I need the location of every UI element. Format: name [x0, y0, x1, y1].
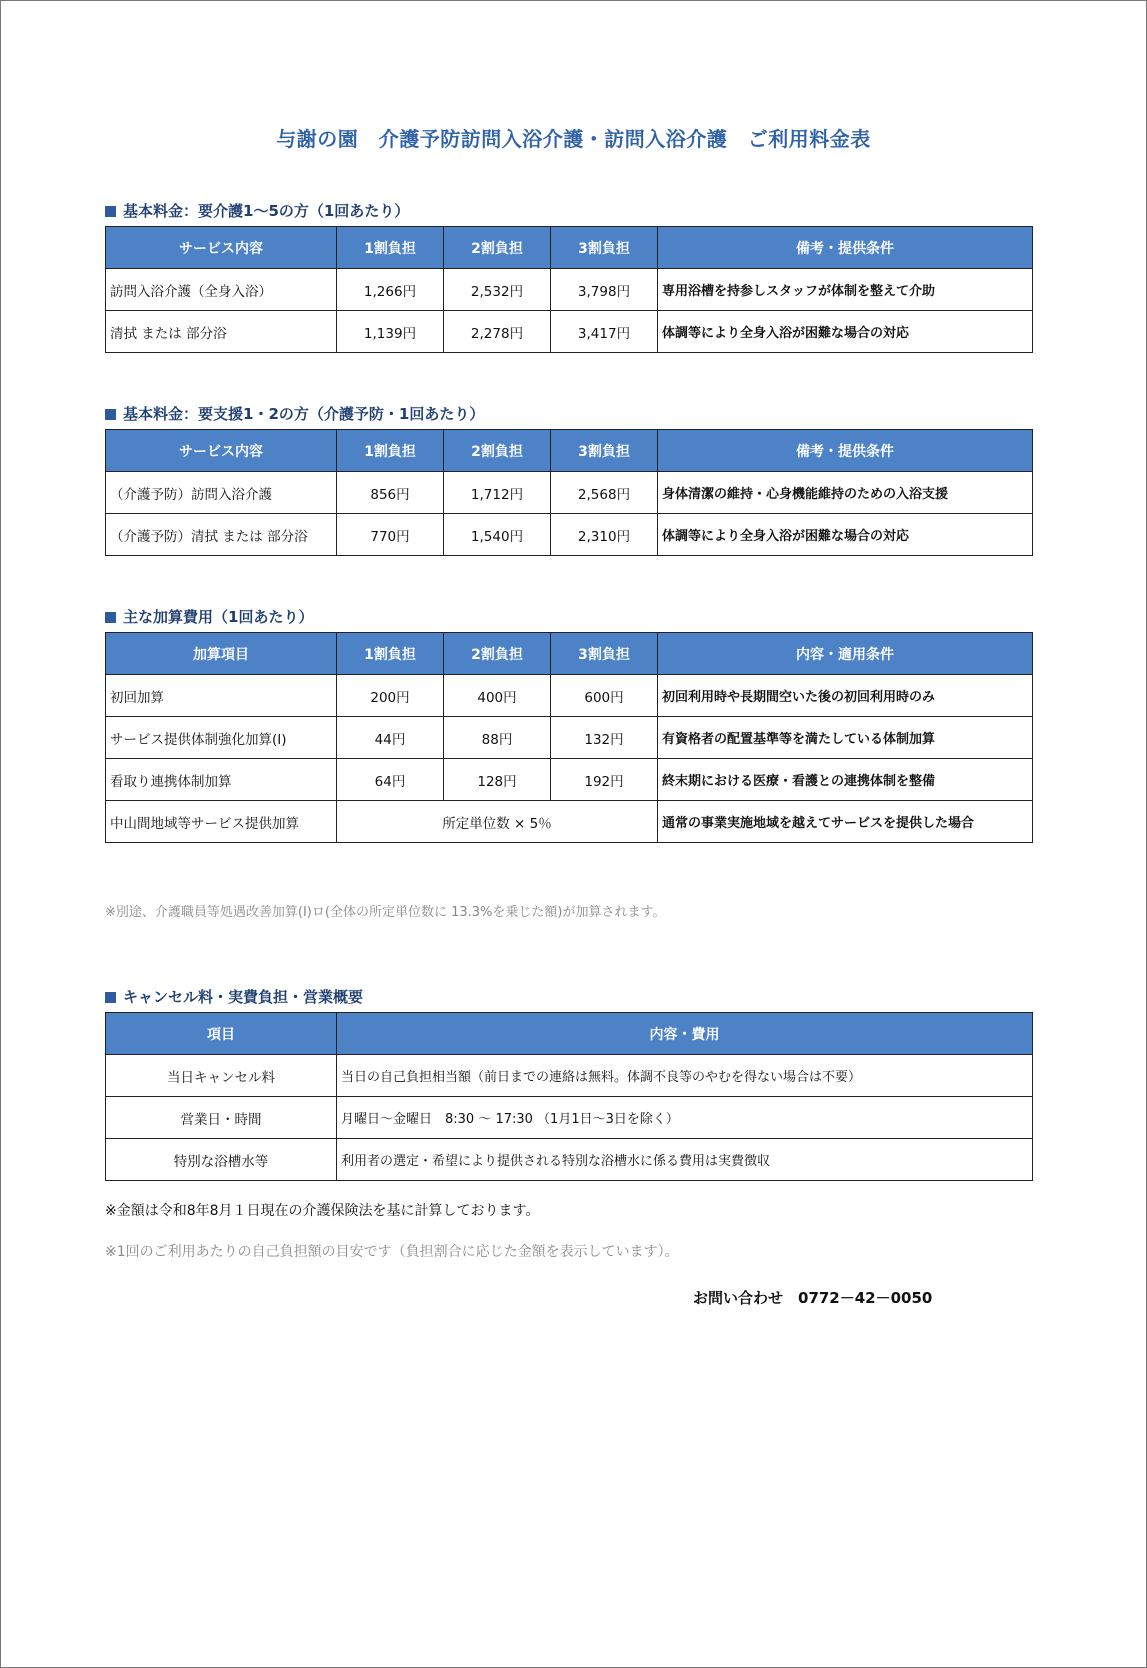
section-heading-text: 基本料金：要介護1～5の方（1回あたり） — [123, 202, 410, 220]
column-header: サービス内容 — [106, 227, 337, 269]
table-row — [106, 1055, 1033, 1097]
table-header-row — [106, 1013, 1033, 1055]
section-cancel-and-hours — [105, 985, 1035, 1181]
square-bullet-icon — [105, 206, 116, 217]
section-additional-fees — [105, 605, 1035, 843]
condition: 有資格者の配置基準等を満たしている体制加算 — [658, 717, 1033, 759]
condition: 初回利用時や長期間空いた後の初回利用時のみ — [658, 675, 1033, 717]
fee-1割: 1,139円 — [337, 311, 444, 353]
fee-2割: 1,540円 — [444, 514, 551, 556]
section-heading-text: 主な加算費用（1回あたり） — [123, 608, 314, 626]
column-header: 備考・提供条件 — [658, 227, 1033, 269]
service-name: 訪問入浴介護（全身入浴） — [106, 269, 337, 311]
column-header: サービス内容 — [106, 430, 337, 472]
section-heading-text: 基本料金：要支援1・2の方（介護予防・1回あたり） — [123, 405, 485, 423]
remark: 体調等により全身入浴が困難な場合の対応 — [658, 311, 1033, 353]
section-heading — [105, 402, 1035, 426]
table-row — [106, 759, 1033, 801]
column-header: 備考・提供条件 — [658, 430, 1033, 472]
service-name: 清拭 または 部分浴 — [106, 311, 337, 353]
column-header: 2割負担 — [444, 227, 551, 269]
fee-2割: 128円 — [444, 759, 551, 801]
column-header: 内容・費用 — [337, 1013, 1033, 1055]
info-item: 当日キャンセル料 — [106, 1055, 337, 1097]
addition-item: 中山間地域等サービス提供加算 — [106, 801, 337, 843]
column-header: 加算項目 — [106, 633, 337, 675]
fee-2割: 2,532円 — [444, 269, 551, 311]
square-bullet-icon — [105, 612, 116, 623]
fee-merged: 所定単位数 × 5％ — [337, 801, 658, 843]
column-header: 3割負担 — [551, 430, 658, 472]
section-support-level — [105, 402, 1035, 556]
table-row — [106, 1139, 1033, 1181]
cancel-info-table — [105, 1012, 1033, 1181]
table-row — [106, 801, 1033, 843]
square-bullet-icon — [105, 992, 116, 1003]
table-row — [106, 1097, 1033, 1139]
section-heading — [105, 605, 1035, 629]
note-legal-basis: ※金額は令和8年8月１日現在の介護保険法を基に計算しております。 — [105, 1203, 540, 1219]
column-header: 3割負担 — [551, 227, 658, 269]
fee-1割: 64円 — [337, 759, 444, 801]
table-header-row — [106, 633, 1033, 675]
fee-3割: 2,310円 — [551, 514, 658, 556]
section-heading-text: キャンセル料・実費負担・営業概要 — [123, 988, 364, 1006]
service-name: （介護予防）清拭 または 部分浴 — [106, 514, 337, 556]
section-care-level — [105, 199, 1035, 353]
section-heading — [105, 985, 1035, 1009]
info-detail: 月曜日～金曜日 8:30 ～ 17:30 （1月1日～3日を除く） — [337, 1097, 1033, 1139]
column-header: 1割負担 — [337, 227, 444, 269]
additional-fee-table — [105, 632, 1033, 843]
table-row — [106, 311, 1033, 353]
fee-1割: 1,266円 — [337, 269, 444, 311]
care-level-fee-table — [105, 226, 1033, 353]
column-header: 内容・適用条件 — [658, 633, 1033, 675]
table-row — [106, 472, 1033, 514]
fee-3割: 2,568円 — [551, 472, 658, 514]
footnote-improvement-addition: ※別途、介護職員等処遇改善加算(Ⅰ)ロ(全体の所定単位数に 13.3%を乗じた額)が加算されます。 — [105, 905, 666, 920]
column-header: 3割負担 — [551, 633, 658, 675]
condition: 通常の事業実施地域を越えてサービスを提供した場合 — [658, 801, 1033, 843]
condition: 終末期における医療・看護との連携体制を整備 — [658, 759, 1033, 801]
fee-2割: 88円 — [444, 717, 551, 759]
fee-3割: 600円 — [551, 675, 658, 717]
table-header-row — [106, 227, 1033, 269]
addition-item: 初回加算 — [106, 675, 337, 717]
info-item: 特別な浴槽水等 — [106, 1139, 337, 1181]
fee-3割: 3,798円 — [551, 269, 658, 311]
fee-2割: 1,712円 — [444, 472, 551, 514]
column-header: 1割負担 — [337, 430, 444, 472]
remark: 専用浴槽を持参しスタッフが体制を整えて介助 — [658, 269, 1033, 311]
page-title: 与謝の園 介護予防訪問入浴介護・訪問入浴介護 ご利用料金表 — [276, 127, 871, 151]
table-row — [106, 675, 1033, 717]
service-name: （介護予防）訪問入浴介護 — [106, 472, 337, 514]
table-row — [106, 717, 1033, 759]
table-row — [106, 269, 1033, 311]
fee-1割: 856円 — [337, 472, 444, 514]
addition-item: サービス提供体制強化加算(Ⅰ) — [106, 717, 337, 759]
fee-1割: 770円 — [337, 514, 444, 556]
fee-3割: 192円 — [551, 759, 658, 801]
contact-phone: お問い合わせ 0772－42－0050 — [693, 1289, 933, 1307]
column-header: 1割負担 — [337, 633, 444, 675]
column-header: 項目 — [106, 1013, 337, 1055]
info-item: 営業日・時間 — [106, 1097, 337, 1139]
note-estimate: ※1回のご利用あたりの自己負担額の目安です（負担割合に応じた金額を表示しています）。 — [105, 1244, 679, 1260]
fee-1割: 200円 — [337, 675, 444, 717]
remark: 体調等により全身入浴が困難な場合の対応 — [658, 514, 1033, 556]
fee-3割: 132円 — [551, 717, 658, 759]
fee-2割: 2,278円 — [444, 311, 551, 353]
support-level-fee-table — [105, 429, 1033, 556]
table-row — [106, 514, 1033, 556]
remark: 身体清潔の維持・心身機能維持のための入浴支援 — [658, 472, 1033, 514]
info-detail: 利用者の選定・希望により提供される特別な浴槽水に係る費用は実費徴収 — [337, 1139, 1033, 1181]
table-header-row — [106, 430, 1033, 472]
info-detail: 当日の自己負担相当額（前日までの連絡は無料。体調不良等のやむを得ない場合は不要） — [337, 1055, 1033, 1097]
column-header: 2割負担 — [444, 633, 551, 675]
square-bullet-icon — [105, 409, 116, 420]
fee-3割: 3,417円 — [551, 311, 658, 353]
fee-2割: 400円 — [444, 675, 551, 717]
section-heading — [105, 199, 1035, 223]
addition-item: 看取り連携体制加算 — [106, 759, 337, 801]
fee-1割: 44円 — [337, 717, 444, 759]
column-header: 2割負担 — [444, 430, 551, 472]
